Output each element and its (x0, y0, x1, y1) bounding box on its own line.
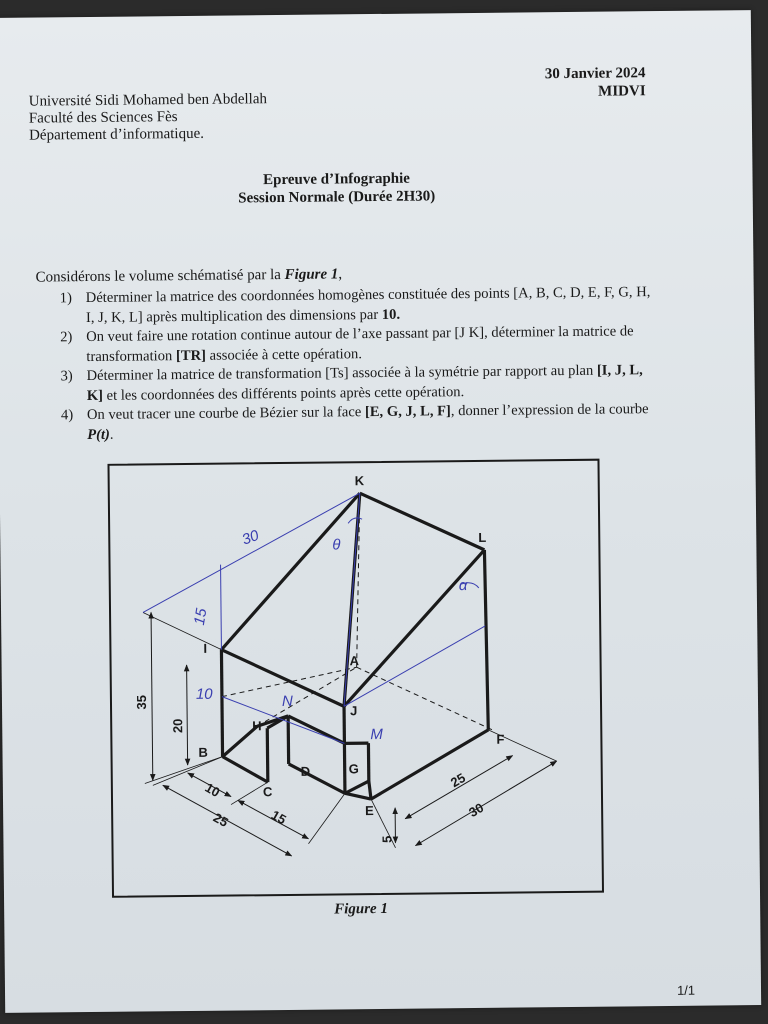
point-label-l: L (478, 529, 487, 545)
question-text-mid: , donner l’expression de la courbe (450, 401, 649, 420)
isometric-drawing (110, 461, 602, 896)
point-label-e: E (365, 803, 374, 819)
date-block (515, 64, 645, 101)
intro-sentence (35, 266, 342, 286)
question-text-end: et les coordonnées des différents points après cette opération. (102, 383, 465, 404)
dim-5: 5 (379, 835, 395, 844)
figure-frame (107, 459, 604, 898)
exam-sheet (0, 10, 761, 1013)
exam-date: 30 Janvier 2024 (544, 65, 646, 83)
question-number: 1) (59, 290, 73, 307)
point-label-i: I (203, 640, 208, 656)
point-label-c: C (262, 784, 273, 800)
question-text: On veut tracer une courbe de Bézier sur la face (86, 404, 365, 424)
question-number: 4) (60, 407, 74, 424)
exam-title-line1: Epreuve d’Infographie (263, 170, 411, 189)
note-15: 15 (190, 607, 211, 627)
question-text: Déterminer la matrice de transformation [Ts] associée à la symétrie par rapport au plan (86, 362, 597, 385)
note-theta: θ (332, 536, 341, 554)
bezier-curve-name: P(t) (87, 426, 110, 443)
handwritten-notes (190, 524, 470, 745)
exam-title (176, 169, 496, 208)
question-2 (40, 322, 660, 367)
question-text-end: . (109, 426, 114, 443)
question-number: 2) (60, 329, 73, 346)
institution-block (29, 91, 268, 144)
intro-suffix: , (338, 266, 343, 283)
figure-caption: Figure 1 (334, 900, 389, 918)
faculty-name: Faculté des Sciences Fès (28, 109, 178, 127)
point-label-d: D (300, 763, 311, 779)
dim-20: 20 (170, 718, 186, 734)
university-name: Université Sidi Mohamed ben Abdellah (28, 91, 268, 110)
program-name: MIDVI (598, 83, 646, 100)
point-label-g: G (348, 761, 359, 777)
question-bold: 10. (381, 306, 401, 323)
note-n: N (281, 692, 293, 711)
point-label-f: F (496, 731, 505, 747)
dim-30: 30 (466, 799, 487, 821)
note-alpha: α (458, 577, 468, 595)
note-m: M (370, 725, 383, 744)
intro-figure-ref: Figure 1 (284, 266, 339, 283)
question-text: Déterminer la matrice des coordonnées homogènes constituée des points [A, B, C, D, E, F, G, H, I, J, K, L] après multiplication des dimensions par (85, 284, 651, 326)
question-text: On veut faire une rotation continue autour de l’axe passant par [J K], déterminer la matrice de transformation (86, 323, 634, 365)
question-1 (40, 283, 660, 328)
exam-title-line2: Session Normale (Durée 2H30) (238, 188, 436, 207)
question-text-end: associée à cette opération. (205, 345, 363, 364)
note-10: 10 (195, 685, 213, 703)
question-bold: [E, G, J, L, F] (364, 403, 451, 421)
question-bold: [TR] (175, 347, 207, 364)
department-name: Département d’informatique. (28, 125, 205, 144)
point-label-a: A (349, 653, 360, 669)
dim-35: 35 (133, 694, 150, 710)
note-30: 30 (239, 526, 262, 549)
dim-10: 10 (202, 779, 223, 801)
dim-25-right: 25 (447, 769, 468, 791)
point-label-j: J (350, 703, 358, 719)
question-bold: [I, J, L, K] (86, 362, 643, 404)
question-3 (40, 361, 660, 406)
page-number: 1/1 (676, 982, 696, 998)
point-label-k: K (354, 473, 365, 489)
point-label-h: H (252, 718, 262, 734)
point-label-b: B (198, 744, 208, 760)
intro-text: Considérons le volume schématisé par la (35, 266, 285, 286)
question-number: 3) (60, 368, 73, 385)
question-list (40, 283, 662, 445)
question-4 (41, 400, 661, 445)
dim-25-left: 25 (210, 809, 231, 830)
dim-15: 15 (268, 807, 289, 828)
